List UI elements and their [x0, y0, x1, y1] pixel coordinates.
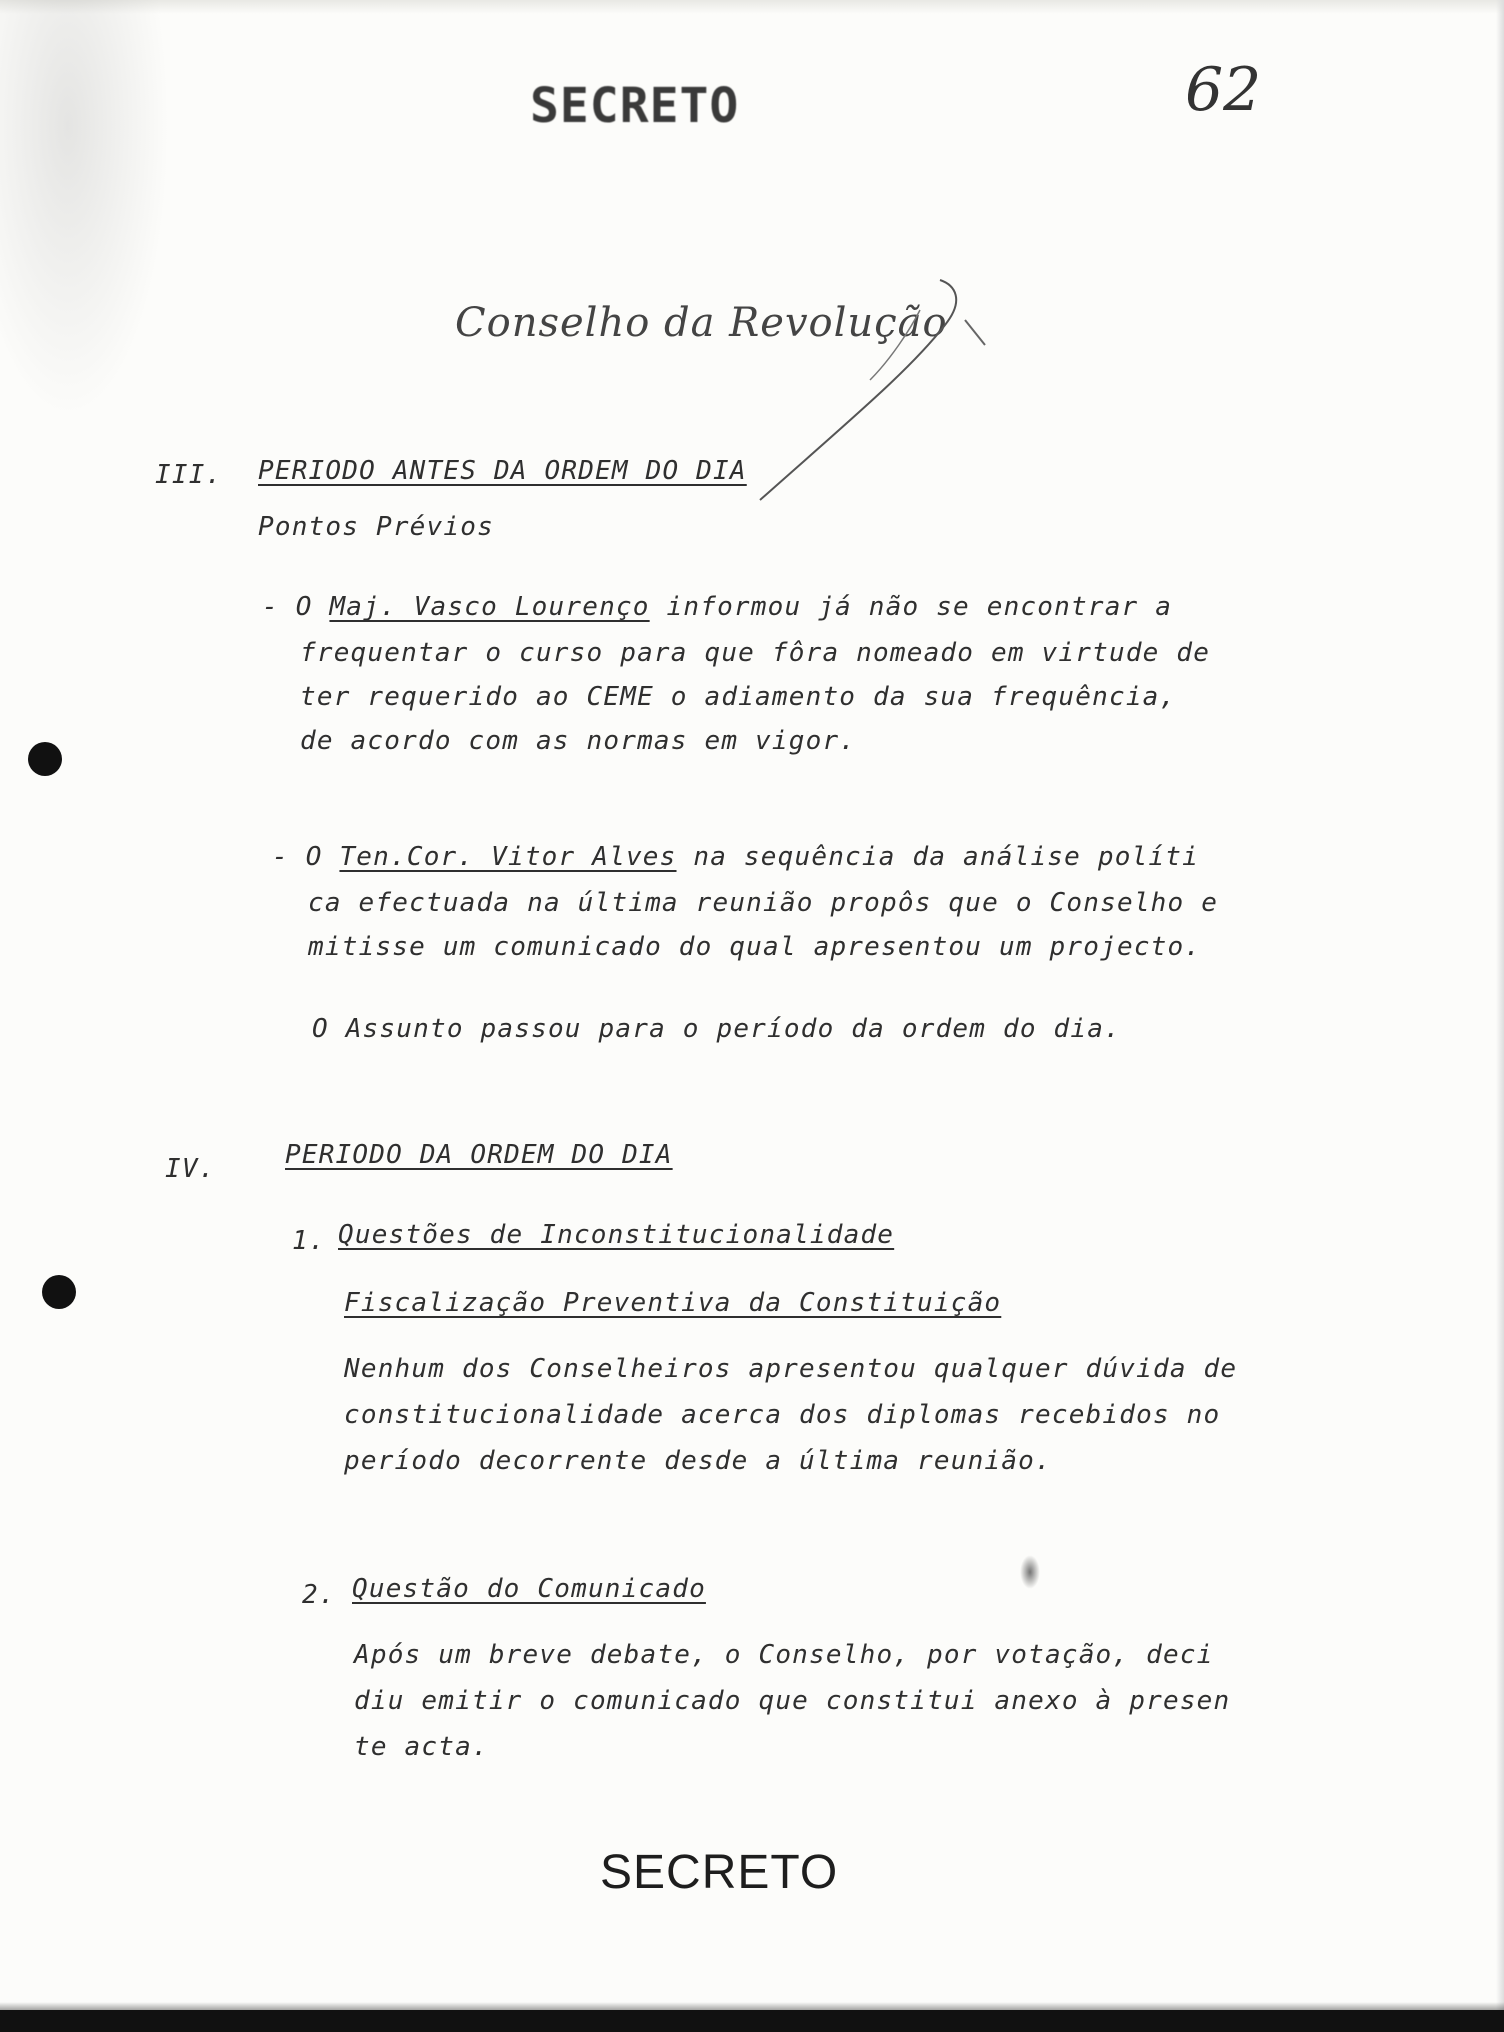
- paragraph-line: ca efectuada na última reunião propôs que o Conselho e: [308, 888, 1219, 918]
- council-title: Conselho da Revolução: [455, 300, 948, 346]
- paragraph-line: diu emitir o comunicado que constitui anexo à presen: [354, 1686, 1231, 1716]
- item-text: informou já não se encontrar a: [666, 592, 1173, 622]
- list-item-1: [262, 592, 1172, 622]
- ink-smudge: [1020, 1555, 1040, 1589]
- subsection-number: 1.: [292, 1226, 326, 1256]
- paragraph-line: Após um breve debate, o Conselho, por votação, deci: [354, 1640, 1214, 1670]
- list-dash: -: [272, 842, 289, 872]
- header-classification-stamp: SECRETO: [530, 78, 740, 134]
- scan-top-edge: [0, 0, 1504, 14]
- list-dash: -: [262, 592, 279, 622]
- subsection-heading: Questão do Comunicado: [352, 1574, 706, 1604]
- paragraph-line: te acta.: [354, 1732, 489, 1762]
- section-subheading: Pontos Prévios: [258, 512, 494, 542]
- paragraph-line: mitisse um comunicado do qual apresentou um projecto.: [308, 932, 1202, 962]
- paragraph-line: frequentar o curso para que fôra nomeado em virtude de: [300, 638, 1211, 668]
- item-prefix: O: [305, 842, 323, 872]
- section-heading: PERIODO ANTES DA ORDEM DO DIA: [258, 456, 747, 486]
- subsection-number: 2.: [302, 1580, 336, 1610]
- punch-hole: [42, 1275, 76, 1309]
- paragraph-line: período decorrente desde a última reunião.: [344, 1446, 1052, 1476]
- section-heading: PERIODO DA ORDEM DO DIA: [285, 1140, 673, 1170]
- person-name: Maj. Vasco Lourenço: [329, 592, 650, 622]
- section-number: IV.: [165, 1154, 216, 1184]
- person-name: Ten.Cor. Vitor Alves: [339, 842, 677, 872]
- scan-bottom-edge: [0, 2010, 1504, 2032]
- list-item-2: [272, 842, 1199, 872]
- section-number: III.: [155, 460, 223, 490]
- paragraph-line: Nenhum dos Conselheiros apresentou qualquer dúvida de: [344, 1354, 1238, 1384]
- paragraph-note: O Assunto passou para o período da ordem do dia.: [312, 1014, 1121, 1044]
- paragraph-line: constitucionalidade acerca dos diplomas recebidos no: [344, 1400, 1221, 1430]
- scan-right-edge: [1496, 0, 1504, 2032]
- subsection-heading: Questões de Inconstitucionalidade: [338, 1220, 895, 1250]
- pen-stroke-mark: [740, 270, 990, 510]
- item-text: na sequência da análise políti: [693, 842, 1199, 872]
- paragraph-line: ter requerido ao CEME o adiamento da sua frequência,: [300, 682, 1177, 712]
- scan-noise: [0, 0, 170, 420]
- footer-classification-stamp: SECRETO: [600, 1846, 839, 1899]
- subsection-subheading: Fiscalização Preventiva da Constituição: [344, 1288, 1002, 1318]
- item-prefix: O: [295, 592, 313, 622]
- punch-hole: [28, 742, 62, 776]
- paragraph-line: de acordo com as normas em vigor.: [300, 726, 857, 756]
- handwritten-page-number: 62: [1185, 55, 1262, 125]
